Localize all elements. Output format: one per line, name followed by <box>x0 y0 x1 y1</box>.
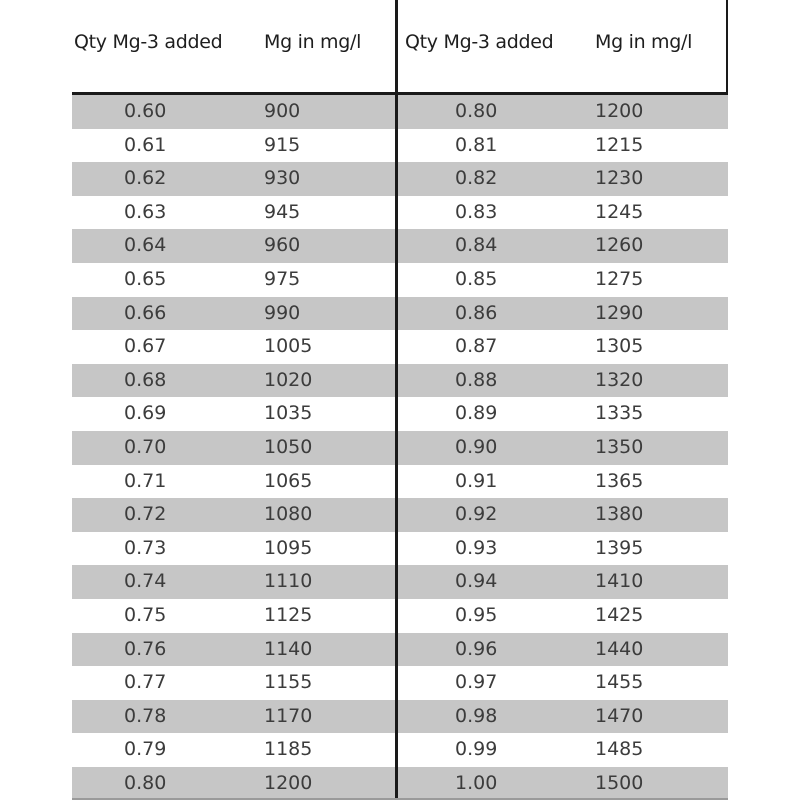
table-row <box>398 633 728 667</box>
mg-cell: 975 <box>264 267 301 290</box>
mg-cell: 1350 <box>595 435 644 458</box>
qty-cell: 0.92 <box>455 503 498 526</box>
table-row <box>72 532 397 566</box>
qty-cell: 0.77 <box>124 671 167 694</box>
table-row <box>398 95 728 129</box>
mg-cell: 1500 <box>595 771 644 794</box>
qty-cell: 0.88 <box>455 368 498 391</box>
qty-cell: 0.96 <box>455 637 498 660</box>
mg-cell: 930 <box>264 167 301 190</box>
table-row <box>398 297 728 331</box>
mg-cell: 1230 <box>595 167 644 190</box>
mg-cell: 1140 <box>264 637 313 660</box>
table-row <box>72 565 397 599</box>
qty-cell: 0.62 <box>124 167 167 190</box>
qty-cell: 0.97 <box>455 671 498 694</box>
mg-cell: 1020 <box>264 368 313 391</box>
mg-cell: 915 <box>264 133 301 156</box>
qty-cell: 0.90 <box>455 435 498 458</box>
table-row <box>398 700 728 734</box>
mg-cell: 900 <box>264 100 301 122</box>
mg-cell: 1395 <box>595 536 644 559</box>
column-header-mg: Mg in mg/l <box>264 31 362 53</box>
table-row <box>72 297 397 331</box>
mg-cell: 1170 <box>264 704 313 727</box>
qty-cell: 0.91 <box>455 469 498 492</box>
table-row <box>398 330 728 364</box>
qty-cell: 0.89 <box>455 402 498 425</box>
table-row <box>72 700 397 734</box>
mg-cell: 1065 <box>264 469 313 492</box>
table-row <box>398 162 728 196</box>
qty-cell: 0.93 <box>455 536 498 559</box>
table-row <box>72 364 397 398</box>
mg-cell: 960 <box>264 234 301 257</box>
table-row <box>398 229 728 263</box>
table-row <box>72 129 397 163</box>
mg-cell: 990 <box>264 301 301 324</box>
qty-cell: 0.84 <box>455 234 498 257</box>
mg-cell: 945 <box>264 200 301 223</box>
table-body-right <box>398 95 728 800</box>
mg-cell: 1050 <box>264 435 313 458</box>
mg-cell: 1185 <box>264 738 313 761</box>
mg-cell: 1455 <box>595 671 644 694</box>
qty-cell: 0.64 <box>124 234 167 257</box>
table-row <box>72 95 397 129</box>
mg-cell: 1425 <box>595 603 644 626</box>
qty-cell: 0.66 <box>124 301 167 324</box>
table-row <box>398 565 728 599</box>
mg-cell: 1035 <box>264 402 313 425</box>
table-row <box>398 196 728 230</box>
mg-cell: 1245 <box>595 200 644 223</box>
table-row <box>398 129 728 163</box>
qty-cell: 0.71 <box>124 469 167 492</box>
column-header-mg: Mg in mg/l <box>595 31 693 53</box>
qty-cell: 0.82 <box>455 167 498 190</box>
qty-cell: 0.85 <box>455 267 498 290</box>
mg-cell: 1275 <box>595 267 644 290</box>
qty-cell: 0.94 <box>455 570 498 593</box>
qty-cell: 0.78 <box>124 704 167 727</box>
table-left-half <box>72 0 397 800</box>
center-divider <box>395 0 398 800</box>
qty-cell: 0.81 <box>455 133 498 156</box>
table-row <box>72 263 397 297</box>
table-row <box>72 498 397 532</box>
qty-cell: 0.98 <box>455 704 498 727</box>
column-header-qty: Qty Mg-3 added <box>405 31 554 53</box>
qty-cell: 0.75 <box>124 603 167 626</box>
qty-cell: 1.00 <box>455 771 498 794</box>
qty-cell: 0.65 <box>124 267 167 290</box>
mg-cell: 1290 <box>595 301 644 324</box>
table-row <box>398 733 728 767</box>
table-row <box>398 532 728 566</box>
qty-cell: 0.73 <box>124 536 167 559</box>
mg-cell: 1200 <box>595 100 644 122</box>
qty-cell: 0.79 <box>124 738 167 761</box>
mg-cell: 1470 <box>595 704 644 727</box>
mg-cell: 1380 <box>595 503 644 526</box>
mg-cell: 1215 <box>595 133 644 156</box>
table-header-left <box>72 0 397 92</box>
table-row <box>398 767 728 800</box>
mg-cell: 1440 <box>595 637 644 660</box>
mg-cell: 1155 <box>264 671 313 694</box>
mg-cell: 1260 <box>595 234 644 257</box>
table-row <box>72 330 397 364</box>
mg-cell: 1305 <box>595 335 644 358</box>
table-row <box>72 162 397 196</box>
mg-cell: 1080 <box>264 503 313 526</box>
qty-cell: 0.72 <box>124 503 167 526</box>
table-row <box>72 666 397 700</box>
qty-cell: 0.86 <box>455 301 498 324</box>
qty-cell: 0.80 <box>124 771 167 794</box>
column-header-qty: Qty Mg-3 added <box>74 31 223 53</box>
qty-cell: 0.70 <box>124 435 167 458</box>
header-right-border <box>726 0 728 95</box>
table-body-left <box>72 95 397 800</box>
mg-cell: 1125 <box>264 603 313 626</box>
qty-cell: 0.69 <box>124 402 167 425</box>
table-row <box>398 431 728 465</box>
qty-cell: 0.95 <box>455 603 498 626</box>
table-row <box>398 599 728 633</box>
table-right-half <box>398 0 728 800</box>
table-row <box>72 733 397 767</box>
table-row <box>72 633 397 667</box>
table-row <box>72 229 397 263</box>
table-row <box>72 431 397 465</box>
table-row <box>72 196 397 230</box>
table-row <box>398 397 728 431</box>
mg-cell: 1095 <box>264 536 313 559</box>
table-row <box>398 364 728 398</box>
table-row <box>398 666 728 700</box>
qty-cell: 0.67 <box>124 335 167 358</box>
mg-cell: 1320 <box>595 368 644 391</box>
qty-cell: 0.68 <box>124 368 167 391</box>
qty-cell: 0.80 <box>455 100 498 122</box>
qty-cell: 0.61 <box>124 133 167 156</box>
qty-cell: 0.87 <box>455 335 498 358</box>
mg-cell: 1410 <box>595 570 644 593</box>
mg-cell: 1335 <box>595 402 644 425</box>
qty-cell: 0.76 <box>124 637 167 660</box>
mg-cell: 1365 <box>595 469 644 492</box>
mg-cell: 1005 <box>264 335 313 358</box>
table-row <box>398 498 728 532</box>
table-row <box>72 599 397 633</box>
table-row <box>398 263 728 297</box>
table-row <box>72 465 397 499</box>
mg-cell: 1485 <box>595 738 644 761</box>
table-row <box>398 465 728 499</box>
qty-cell: 0.63 <box>124 200 167 223</box>
qty-cell: 0.99 <box>455 738 498 761</box>
mg-cell: 1110 <box>264 570 313 593</box>
table-header-right <box>398 0 728 92</box>
qty-cell: 0.83 <box>455 200 498 223</box>
table-row <box>72 397 397 431</box>
qty-cell: 0.60 <box>124 100 167 122</box>
table-row <box>72 767 397 800</box>
qty-cell: 0.74 <box>124 570 167 593</box>
mg-cell: 1200 <box>264 771 313 794</box>
